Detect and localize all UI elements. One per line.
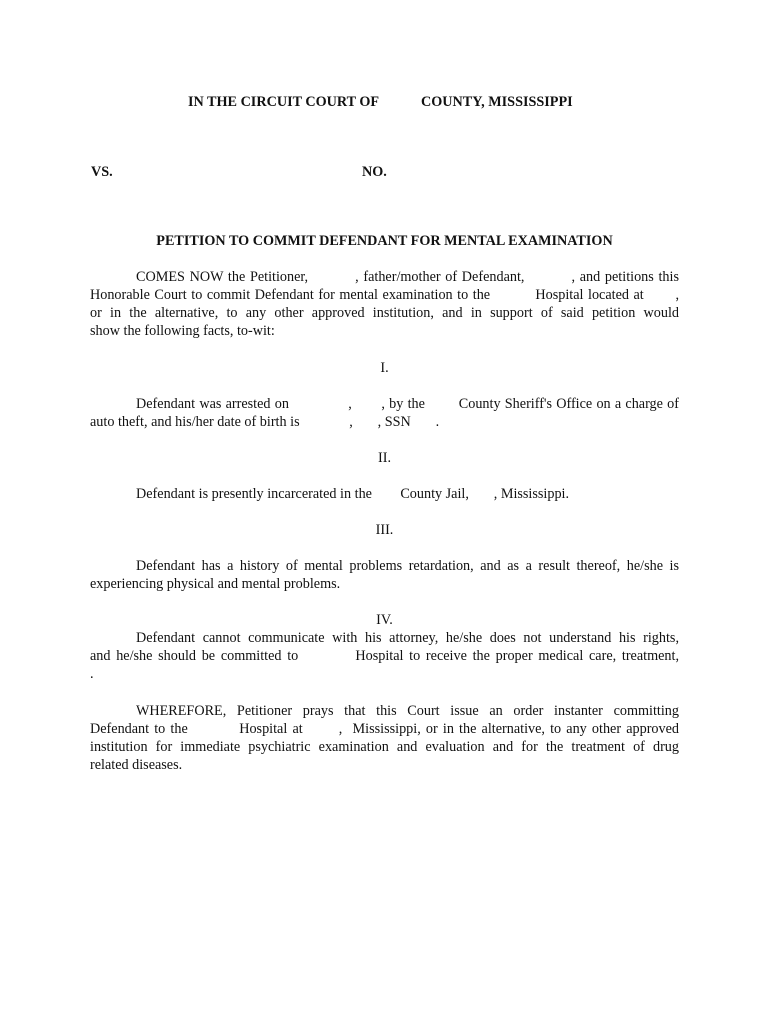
paragraph-line: Defendant cannot communicate with his attorney, he/she does not understand his rights, [136,630,679,646]
paragraph-line: Defendant to the Hospital at , Mississippi, or in the alternative, to any other approved [90,721,679,737]
section-3-paragraph [90,557,679,593]
paragraph-line: COMES NOW the Petitioner, , father/mother of Defendant, , and petitions this [136,269,679,285]
page-title: PETITION TO COMMIT DEFENDANT FOR MENTAL EXAMINATION [156,233,613,249]
section-numeral-3: III. [375,522,394,538]
section-4-paragraph [90,629,679,683]
paragraph-line: Defendant was arrested on , , by the County Sheriff's Office on a charge of [136,396,679,412]
caption-vs: VS. [91,164,113,180]
caption-case-number: NO. [362,164,387,180]
court-heading-left: IN THE CIRCUIT COURT OF [188,94,380,110]
paragraph-line: Honorable Court to commit Defendant for mental examination to the Hospital located at , [90,287,679,303]
section-numeral-1: I. [380,360,389,376]
section-2-paragraph [90,485,679,503]
section-numeral-4: IV. [376,612,393,628]
paragraph-line: Defendant is presently incarcerated in the County Jail, , Mississippi. [136,486,570,502]
court-heading-right: COUNTY, MISSISSIPPI [421,94,573,110]
wherefore-paragraph [90,702,679,774]
section-numeral-2: II. [378,450,391,466]
paragraph-line: auto theft, and his/her date of birth is , , SSN . [90,414,440,430]
intro-paragraph [90,268,679,340]
paragraph-line: WHEREFORE, Petitioner prays that this Court issue an order instanter committing [136,703,679,719]
paragraph-line: Defendant has a history of mental problems retardation, and as a result thereof, he/she is [136,558,679,574]
paragraph-line: institution for immediate psychiatric examination and evaluation and for the treatment of drug [90,739,679,755]
paragraph-line: . [90,666,94,682]
paragraph-line: experiencing physical and mental problems. [90,576,341,592]
paragraph-line: related diseases. [90,757,183,773]
paragraph-line: and he/she should be committed to Hospital to receive the proper medical care, treatment, [90,648,679,664]
paragraph-line: show the following facts, to-wit: [90,323,275,339]
paragraph-line: or in the alternative, to any other approved institution, and in support of said petition would [90,305,679,321]
section-1-paragraph [90,395,679,431]
